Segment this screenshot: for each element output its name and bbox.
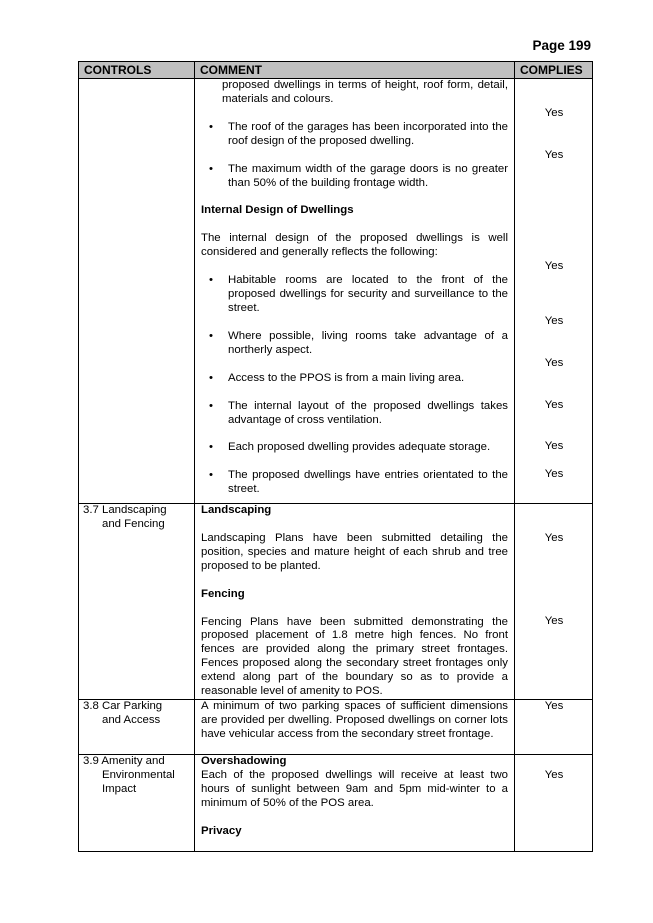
- section-heading: Internal Design of Dwellings: [201, 204, 354, 217]
- complies-value: Yes: [544, 357, 564, 369]
- complies-value: Yes: [544, 768, 564, 781]
- complies-value: Yes: [544, 699, 564, 712]
- control-label: 3.9 Amenity and: [83, 754, 165, 767]
- complies-value: Yes: [544, 107, 564, 119]
- list-item: • The internal layout of the proposed dwellings takes advantage of cross ventilation.: [209, 399, 508, 426]
- header-controls: CONTROLS: [79, 62, 195, 79]
- assessment-table: [78, 61, 593, 852]
- list-item: • The maximum width of the garage doors is no greater than 50% of the building frontage width.: [209, 162, 508, 189]
- complies-cell: [515, 754, 593, 851]
- complies-cell: [515, 79, 593, 504]
- header-comment: COMMENT: [195, 62, 515, 79]
- table-row: [79, 699, 593, 754]
- paragraph: The internal design of the proposed dwellings is well considered and generally reflects the following:: [201, 232, 508, 259]
- complies-value: Yes: [544, 615, 564, 627]
- list-item: • The proposed dwellings have entries orientated to the street.: [209, 469, 508, 496]
- paragraph: A minimum of two parking spaces of sufficient dimensions are provided per dwelling. Proposed dwellings on corner lots have vehicular access from the secondary street frontage.: [201, 699, 508, 740]
- complies-cell: [515, 504, 593, 700]
- section-heading: Fencing: [201, 587, 245, 600]
- controls-cell: [79, 754, 195, 851]
- comment-cell: [195, 699, 515, 754]
- paragraph: Landscaping Plans have been submitted detailing the position, species and mature height of each shrub and tree proposed to be planted.: [201, 531, 508, 572]
- page-number: Page 199: [532, 38, 591, 53]
- complies-value: Yes: [544, 315, 564, 327]
- table-header-row: [79, 62, 593, 79]
- complies-value: Yes: [544, 532, 564, 544]
- table-row: [79, 504, 593, 700]
- paragraph: Each of the proposed dwellings will receive at least two hours of sunlight between 9am and 5pm mid-winter to a minimum of 50% of the POS area.: [201, 768, 508, 809]
- table-row: [79, 79, 593, 504]
- list-item: • Habitable rooms are located to the front of the proposed dwellings for security and surveillance to the street.: [209, 274, 508, 314]
- complies-value: Yes: [544, 260, 564, 272]
- header-complies: COMPLIES: [515, 62, 593, 79]
- complies-value: Yes: [544, 399, 564, 411]
- complies-cell: [515, 699, 593, 754]
- section-heading: Privacy: [201, 824, 242, 837]
- control-label: Impact: [102, 782, 137, 795]
- list-item: • Where possible, living rooms take advantage of a northerly aspect.: [209, 329, 508, 356]
- comment-cell: [195, 754, 515, 851]
- control-label: 3.7 Landscaping: [83, 504, 167, 516]
- control-label: 3.8 Car Parking: [83, 699, 163, 712]
- continuation-text: proposed dwellings in terms of height, roof form, detail, materials and colours.: [222, 79, 508, 105]
- controls-cell: [79, 79, 195, 504]
- section-heading: Overshadowing: [201, 754, 287, 767]
- list-item: • The roof of the garages has been incorporated into the roof design of the proposed dwelling.: [209, 120, 508, 147]
- controls-cell: [79, 504, 195, 700]
- complies-value: Yes: [544, 440, 564, 452]
- complies-value: Yes: [544, 149, 564, 161]
- section-heading: Landscaping: [201, 504, 272, 516]
- control-label: Environmental: [102, 768, 175, 781]
- list-item: • Each proposed dwelling provides adequate storage.: [209, 441, 491, 454]
- comment-cell: [195, 79, 515, 504]
- control-label: and Access: [102, 713, 161, 726]
- table-row: [79, 754, 593, 851]
- comment-cell: [195, 504, 515, 700]
- list-item: • Access to the PPOS is from a main living area.: [209, 371, 465, 384]
- control-label: and Fencing: [102, 517, 165, 530]
- complies-value: Yes: [544, 468, 564, 480]
- paragraph: Fencing Plans have been submitted demonstrating the proposed placement of 1.8 metre high fences. No front fences are provided along the primary street frontages. Fences proposed along the secondary street frontages only extend along part of the boundary so as to provide a reasonable level of amenity to POS.: [201, 615, 508, 698]
- controls-cell: [79, 699, 195, 754]
